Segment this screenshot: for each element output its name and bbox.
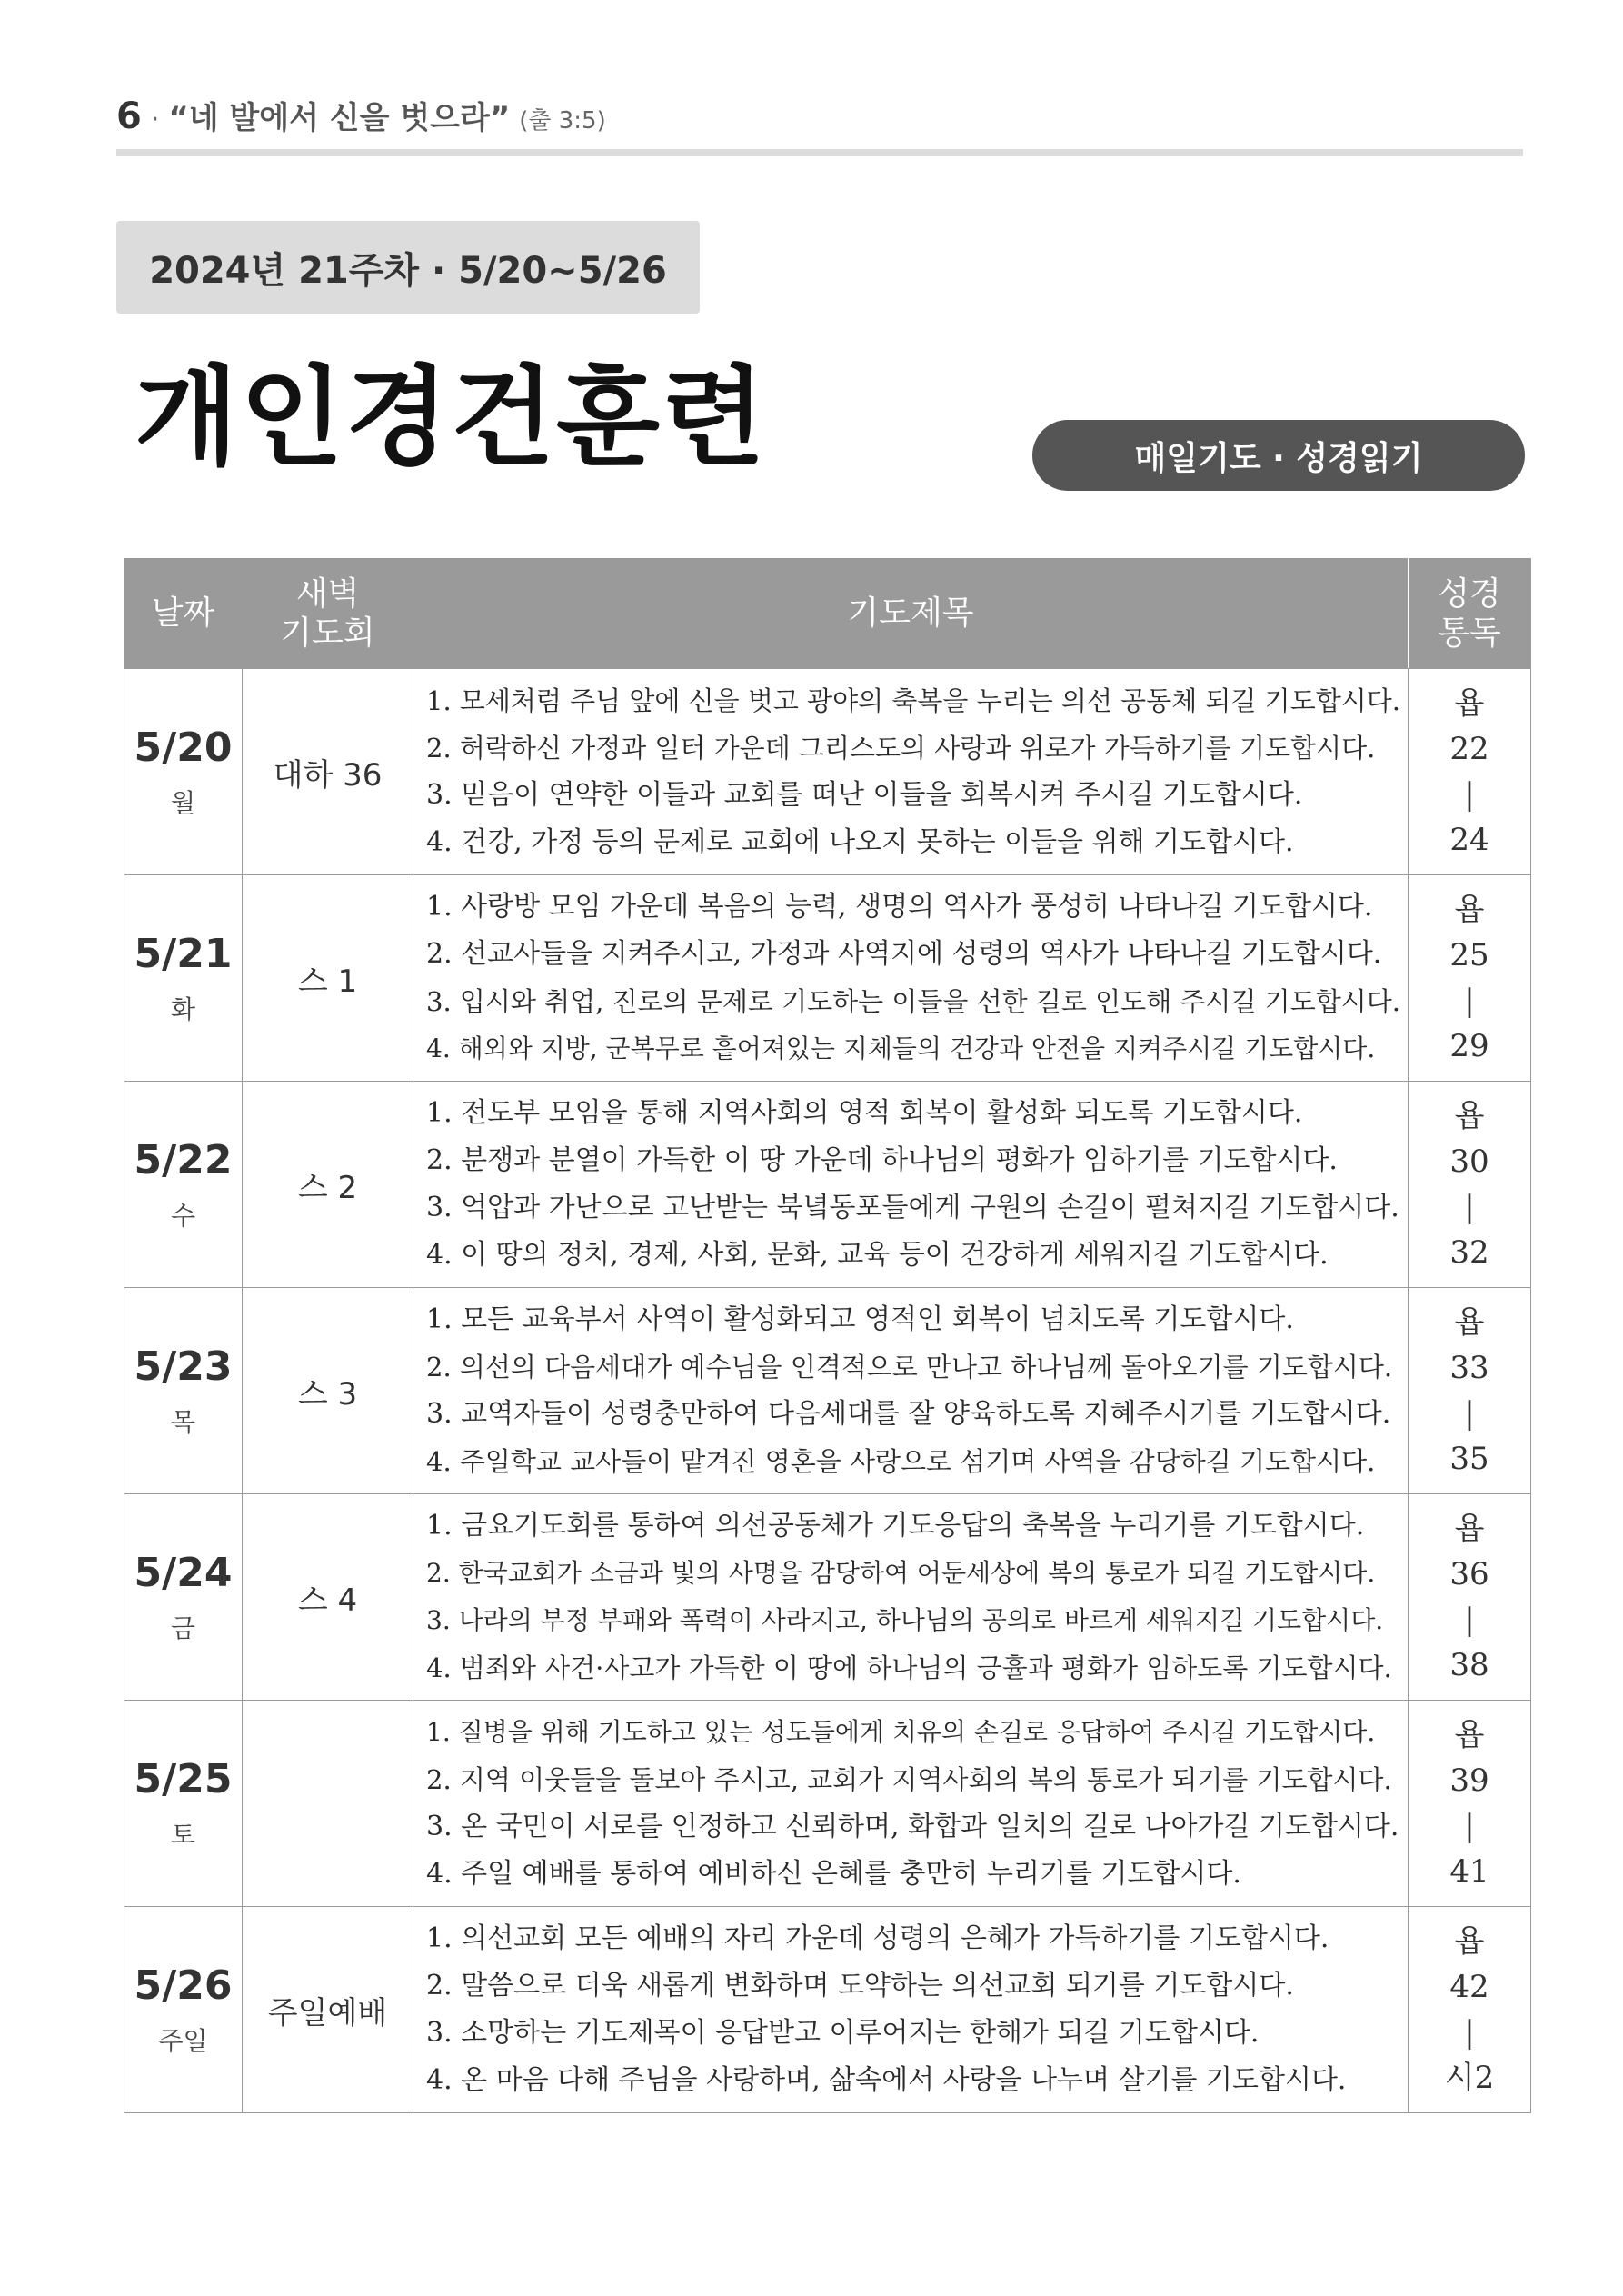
bible-reading-line: |	[1464, 1395, 1475, 1432]
table-row	[124, 1082, 1531, 1288]
prayer-item: 3. 교역자들이 성령충만하여 다음세대를 잘 양육하도록 지혜주시기를 기도합시다.	[426, 1398, 1391, 1430]
bible-reading-line: 욥	[1454, 685, 1485, 722]
dawn-prayer-cell: 스 1	[243, 875, 413, 1082]
date-value: 5/20	[134, 724, 233, 771]
day-of-week: 화	[170, 993, 196, 1024]
bible-reading-line: 시2	[1444, 2060, 1495, 2096]
prayer-item: 1. 모든 교육부서 사역이 활성화되고 영적인 회복이 넘치도록 기도합시다.	[426, 1303, 1294, 1335]
day-of-week: 수	[170, 1200, 196, 1231]
date-cell	[124, 875, 243, 1082]
table-row	[124, 1701, 1531, 1907]
prayer-schedule-table	[124, 558, 1531, 2113]
table-header-row	[124, 559, 1531, 669]
date-cell	[124, 669, 243, 875]
prayer-item: 4. 건강, 가정 등의 문제로 교회에 나오지 못하는 이들을 위해 기도합시다.	[426, 826, 1294, 858]
prayer-item: 1. 금요기도회를 통하여 의선공동체가 기도응답의 축복을 누리기를 기도합시다.	[426, 1510, 1365, 1542]
header-bible-line: 통독	[1438, 614, 1501, 652]
header-quote: “네 발에서 신을 벗으라”	[168, 100, 511, 136]
date-value: 5/24	[134, 1549, 233, 1596]
dawn-prayer-cell: 스 4	[243, 1494, 413, 1701]
dawn-prayer-cell: 주일예배	[243, 1907, 413, 2113]
bible-reading-line: 42	[1449, 1969, 1489, 2005]
bible-reading-line: |	[1464, 983, 1475, 1019]
prayer-item: 1. 질병을 위해 기도하고 있는 성도들에게 치유의 손길로 응답하여 주시길 기도합시다.	[426, 1717, 1376, 1747]
bible-reading-line: 35	[1449, 1441, 1489, 1477]
bible-reading-line: 25	[1449, 937, 1489, 973]
bible-reading-line: 38	[1449, 1647, 1489, 1683]
header-rule	[116, 149, 1523, 156]
header-bible-line: 성경	[1438, 574, 1501, 613]
prayer-item: 2. 말씀으로 더욱 새롭게 변화하며 도약하는 의선교회 되기를 기도합시다.	[426, 1970, 1294, 2002]
prayer-item: 2. 허락하신 가정과 일터 가운데 그리스도의 사랑과 위로가 가득하기를 기도합시다.	[426, 733, 1376, 764]
bible-reading-line: 욥	[1454, 1717, 1485, 1753]
bible-reading-cell	[1409, 1494, 1531, 1701]
prayer-item: 1. 의선교회 모든 예배의 자리 가운데 성령의 은혜가 가득하기를 기도합시다.	[426, 1922, 1329, 1954]
day-of-week: 금	[170, 1612, 196, 1643]
prayer-item: 4. 주일학교 교사들이 맡겨진 영혼을 사랑으로 섬기며 사역을 감당하길 기도합시다.	[426, 1446, 1376, 1477]
bible-reading-line: 30	[1449, 1143, 1489, 1180]
section-badge: 매일기도 · 성경읽기	[1032, 420, 1525, 491]
prayer-item: 3. 소망하는 기도제목이 응답받고 이루어지는 한해가 되길 기도합시다.	[426, 2017, 1260, 2049]
prayer-item: 4. 해외와 지방, 군복무로 흩어져있는 지체들의 건강과 안전을 지켜주시길 기도합시다.	[426, 1033, 1376, 1063]
bible-reading-cell	[1409, 1288, 1531, 1494]
prayer-items-cell	[413, 1288, 1409, 1494]
prayer-item: 1. 사랑방 모임 가운데 복음의 능력, 생명의 역사가 풍성히 나타나길 기도합시다.	[426, 891, 1373, 923]
week-label: 2024년 21주차 · 5/20~5/26	[116, 221, 700, 314]
bible-reading-line: 36	[1449, 1556, 1489, 1592]
running-header	[116, 93, 606, 136]
prayer-items-cell	[413, 1701, 1409, 1907]
table-row	[124, 1288, 1531, 1494]
day-of-week: 목	[170, 1406, 196, 1437]
table-row	[124, 1494, 1531, 1701]
prayer-item: 3. 믿음이 연약한 이들과 교회를 떠난 이들을 회복시켜 주시길 기도합시다.	[426, 779, 1303, 811]
header-separator: ·	[150, 104, 160, 135]
bible-reading-line: 욥	[1454, 1304, 1485, 1341]
bible-reading-line: 33	[1449, 1350, 1489, 1386]
date-cell	[124, 1288, 243, 1494]
bible-reading-line: 욥	[1454, 1923, 1485, 1960]
prayer-items-cell	[413, 1907, 1409, 2113]
bible-reading-cell	[1409, 1907, 1531, 2113]
dawn-prayer-cell: 스 3	[243, 1288, 413, 1494]
header-dawn	[243, 559, 413, 669]
prayer-item: 2. 의선의 다음세대가 예수님을 인격적으로 만나고 하나님께 돌아오기를 기도합시다.	[426, 1352, 1393, 1383]
date-cell	[124, 1701, 243, 1907]
bible-reading-line: 41	[1449, 1853, 1489, 1890]
bible-reading-line: |	[1464, 776, 1475, 813]
bible-reading-cell	[1409, 1082, 1531, 1288]
bible-reading-line: 욥	[1454, 1098, 1485, 1134]
table-row	[124, 1907, 1531, 2113]
prayer-item: 3. 입시와 취업, 진로의 문제로 기도하는 이들을 선한 길로 인도해 주시길 기도합시다.	[426, 986, 1400, 1017]
prayer-item: 2. 지역 이웃들을 돌보아 주시고, 교회가 지역사회의 복의 통로가 되기를 기도합시다.	[426, 1764, 1392, 1795]
header-prayer-title: 기도제목	[413, 559, 1409, 669]
prayer-items-cell	[413, 669, 1409, 875]
date-value: 5/26	[134, 1962, 233, 2009]
page-title: 개인경건훈련	[134, 354, 767, 480]
bible-reading-line: 32	[1449, 1234, 1489, 1271]
day-of-week: 토	[170, 1819, 196, 1850]
bible-reading-line: 39	[1449, 1762, 1489, 1799]
bible-reading-line: |	[1464, 2014, 1475, 2051]
header-date: 날짜	[124, 559, 243, 669]
prayer-item: 3. 억압과 가난으로 고난받는 북녘동포들에게 구원의 손길이 펼쳐지길 기도합시다.	[426, 1192, 1399, 1223]
prayer-item: 1. 전도부 모임을 통해 지역사회의 영적 회복이 활성화 되도록 기도합시다.	[426, 1097, 1303, 1129]
bible-reading-line: 욥	[1454, 892, 1485, 928]
prayer-item: 4. 범죄와 사건·사고가 가득한 이 땅에 하나님의 긍휼과 평화가 임하도록 기도합시다.	[426, 1652, 1392, 1683]
prayer-item: 3. 나라의 부정 부패와 폭력이 사라지고, 하나님의 공의로 바르게 세워지길 기도합시다.	[426, 1605, 1384, 1635]
prayer-item: 2. 한국교회가 소금과 빛의 사명을 감당하여 어둔세상에 복의 통로가 되길 기도합시다.	[426, 1558, 1376, 1588]
date-cell	[124, 1082, 243, 1288]
dawn-prayer-cell	[243, 1701, 413, 1907]
header-dawn-line: 새벽	[295, 574, 360, 613]
bible-reading-cell	[1409, 669, 1531, 875]
bible-reading-line: |	[1464, 1189, 1475, 1225]
prayer-item: 2. 분쟁과 분열이 가득한 이 땅 가운데 하나님의 평화가 임하기를 기도합시다.	[426, 1144, 1338, 1176]
dawn-prayer-cell: 스 2	[243, 1082, 413, 1288]
page-number: 6	[116, 95, 142, 137]
date-value: 5/25	[134, 1755, 233, 1802]
table-row	[124, 669, 1531, 875]
date-value: 5/21	[134, 930, 233, 977]
prayer-item: 4. 이 땅의 정치, 경제, 사회, 문화, 교육 등이 건강하게 세워지길 기도합시다.	[426, 1239, 1329, 1271]
bible-reading-line: 22	[1449, 731, 1489, 767]
bible-reading-line: 24	[1449, 822, 1489, 858]
prayer-items-cell	[413, 1082, 1409, 1288]
table-row	[124, 875, 1531, 1082]
prayer-items-cell	[413, 875, 1409, 1082]
date-cell	[124, 1907, 243, 2113]
day-of-week: 주일	[158, 2025, 208, 2056]
prayer-item: 3. 온 국민이 서로를 인정하고 신뢰하며, 화합과 일치의 길로 나아가길 기도합시다.	[426, 1811, 1399, 1842]
bible-reading-line: 29	[1449, 1028, 1489, 1064]
bible-reading-line: |	[1464, 1602, 1475, 1638]
header-reference: (출 3:5)	[519, 107, 606, 135]
bible-reading-line: 욥	[1454, 1511, 1485, 1547]
date-value: 5/22	[134, 1136, 233, 1183]
prayer-item: 2. 선교사들을 지켜주시고, 가정과 사역지에 성령의 역사가 나타나길 기도합시다.	[426, 938, 1382, 970]
header-dawn-line: 기도회	[280, 614, 375, 652]
dawn-prayer-cell: 대하 36	[243, 669, 413, 875]
header-bible	[1409, 559, 1531, 669]
prayer-item: 4. 온 마음 다해 주님을 사랑하며, 삶속에서 사랑을 나누며 살기를 기도합시다.	[426, 2064, 1347, 2096]
day-of-week: 월	[170, 787, 196, 818]
bible-reading-line: |	[1464, 1808, 1475, 1844]
prayer-items-cell	[413, 1494, 1409, 1701]
bible-reading-cell	[1409, 875, 1531, 1082]
bible-reading-cell	[1409, 1701, 1531, 1907]
prayer-item: 4. 주일 예배를 통하여 예비하신 은혜를 충만히 누리기를 기도합시다.	[426, 1858, 1241, 1890]
date-cell	[124, 1494, 243, 1701]
prayer-item: 1. 모세처럼 주님 앞에 신을 벗고 광야의 축복을 누리는 의선 공동체 되길 기도합시다.	[426, 685, 1400, 716]
date-value: 5/23	[134, 1343, 233, 1390]
